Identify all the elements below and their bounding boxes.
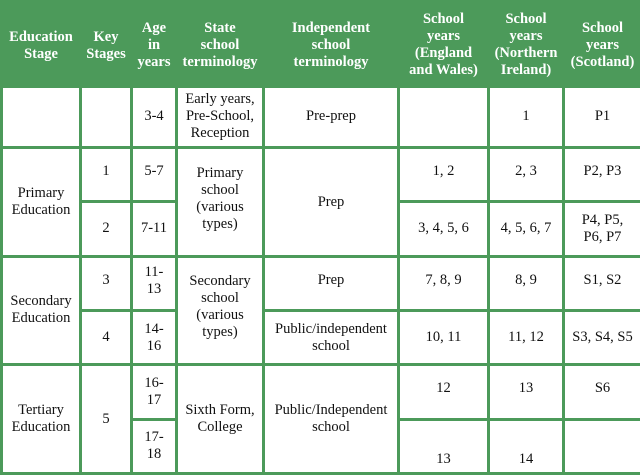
header-independent-school-terminology <box>265 3 397 85</box>
header-line: School <box>581 20 624 36</box>
header-line: Stages <box>86 46 126 62</box>
header-key-stages <box>82 3 130 85</box>
table-row <box>3 88 640 146</box>
cell-line: College <box>197 419 243 436</box>
independent-terminology-cell: Prep <box>265 149 397 255</box>
age-cell: 5-7 <box>133 149 175 200</box>
cell-line: 11- <box>144 263 164 280</box>
header-line: and Wales) <box>409 62 478 78</box>
independent-terminology-cell: Pre-prep <box>265 88 397 146</box>
age-cell <box>133 312 175 363</box>
cell-line: Pre-School, <box>185 108 255 125</box>
header-line: years <box>426 28 460 44</box>
england-wales-years-cell: 12 <box>400 366 487 417</box>
cell-line: types) <box>202 215 238 232</box>
header-line: (Northern <box>494 45 558 61</box>
cell-line: Public/independent <box>275 320 387 337</box>
cell-line: Education <box>11 419 71 436</box>
cell-line: Sixth Form, <box>185 402 255 419</box>
header-line: school <box>311 37 351 53</box>
stage-cell <box>3 366 79 472</box>
cell-line: school <box>312 419 350 436</box>
stage-cell <box>3 258 79 364</box>
northern-ireland-years-cell: 1 <box>490 88 562 146</box>
age-cell <box>133 258 175 309</box>
header-line: terminology <box>293 54 369 70</box>
header-line: School <box>505 11 547 27</box>
header-line: years <box>137 54 171 70</box>
northern-ireland-years-cell: 13 <box>490 366 562 417</box>
cell-line: school <box>312 337 350 354</box>
cell-line: school <box>201 289 239 306</box>
northern-ireland-years-cell: 14 <box>490 421 562 472</box>
independent-terminology-cell <box>265 366 397 472</box>
cell-line: Primary <box>196 164 244 181</box>
cell-line: P4, P5, <box>581 211 624 228</box>
england-wales-years-cell: 3, 4, 5, 6 <box>400 203 487 254</box>
header-line: Key <box>93 29 119 45</box>
northern-ireland-years-cell: 11, 12 <box>490 312 562 363</box>
state-terminology-cell <box>178 258 262 364</box>
england-wales-years-cell: 10, 11 <box>400 312 487 363</box>
england-wales-years-cell: 13 <box>400 421 487 472</box>
header-line: Education <box>9 29 73 45</box>
cell-line: Tertiary <box>18 402 64 419</box>
header-line: (Scotland) <box>570 54 635 70</box>
table-row <box>3 312 640 363</box>
cell-line: Secondary <box>10 293 72 310</box>
header-age <box>133 3 175 85</box>
scotland-years-cell: S1, S2 <box>565 258 640 309</box>
cell-line: 16 <box>146 337 162 354</box>
key-stage-cell <box>82 88 130 146</box>
header-line: Stage <box>24 46 58 62</box>
header-line: (England <box>414 45 473 61</box>
scotland-years-cell <box>565 421 640 472</box>
england-wales-years-cell: 7, 8, 9 <box>400 258 487 309</box>
header-education-stage <box>3 3 79 85</box>
age-cell <box>133 366 175 417</box>
age-cell: 7-11 <box>133 203 175 254</box>
age-cell <box>133 421 175 472</box>
table-row <box>3 366 640 417</box>
cell-line: (various <box>196 306 244 323</box>
key-stage-cell: 1 <box>82 149 130 200</box>
cell-line: Early years, <box>185 91 255 108</box>
cell-line: Public/Independent <box>274 402 388 419</box>
header-line: terminology <box>182 54 258 70</box>
header-school-years-scotland <box>565 3 640 85</box>
cell-line: 14- <box>144 320 164 337</box>
cell-line: P6, P7 <box>583 228 622 245</box>
cell-line: Primary <box>17 184 65 201</box>
header-line: years <box>509 28 543 44</box>
northern-ireland-years-cell: 4, 5, 6, 7 <box>490 203 562 254</box>
england-wales-years-cell: 1, 2 <box>400 149 487 200</box>
cell-line: Education <box>11 201 71 218</box>
table-row <box>3 258 640 309</box>
cell-line: 17 <box>146 391 162 408</box>
key-stage-cell: 4 <box>82 312 130 363</box>
cell-line: 17- <box>144 429 164 446</box>
header-school-years-northern-ireland <box>490 3 562 85</box>
stage-cell <box>3 88 79 146</box>
cell-line: 13 <box>146 280 162 297</box>
header-line: Independent <box>291 20 371 36</box>
cell-line: Reception <box>190 125 250 142</box>
header-line: school <box>200 37 240 53</box>
scotland-years-cell <box>565 203 640 254</box>
scotland-years-cell: S3, S4, S5 <box>565 312 640 363</box>
header-school-years-england-wales <box>400 3 487 85</box>
header-line: in <box>147 37 161 53</box>
cell-line: 16- <box>144 374 164 391</box>
cell-line: types) <box>202 323 238 340</box>
stage-cell <box>3 149 79 255</box>
table-row <box>3 149 640 200</box>
northern-ireland-years-cell: 8, 9 <box>490 258 562 309</box>
state-terminology-cell <box>178 366 262 472</box>
age-cell: 3-4 <box>133 88 175 146</box>
cell-line: (various <box>196 198 244 215</box>
header-line: School <box>422 11 465 27</box>
cell-line: school <box>201 181 239 198</box>
key-stage-cell: 5 <box>82 366 130 472</box>
cell-line: Secondary <box>189 272 251 289</box>
header-line: Age <box>141 20 167 36</box>
scotland-years-cell: P1 <box>565 88 640 146</box>
england-wales-years-cell <box>400 88 487 146</box>
header-line: State <box>204 20 236 36</box>
cell-line: Education <box>11 310 71 327</box>
cell-line: 18 <box>146 446 162 463</box>
header-line: Ireland) <box>500 62 552 78</box>
scotland-years-cell: S6 <box>565 366 640 417</box>
independent-terminology-cell: Prep <box>265 258 397 309</box>
header-row <box>3 3 640 85</box>
header-state-school-terminology <box>178 3 262 85</box>
state-terminology-cell <box>178 149 262 255</box>
independent-terminology-cell <box>265 312 397 363</box>
scotland-years-cell: P2, P3 <box>565 149 640 200</box>
key-stage-cell: 2 <box>82 203 130 254</box>
state-terminology-cell <box>178 88 262 146</box>
header-line: years <box>585 37 619 53</box>
key-stage-cell: 3 <box>82 258 130 309</box>
northern-ireland-years-cell: 2, 3 <box>490 149 562 200</box>
